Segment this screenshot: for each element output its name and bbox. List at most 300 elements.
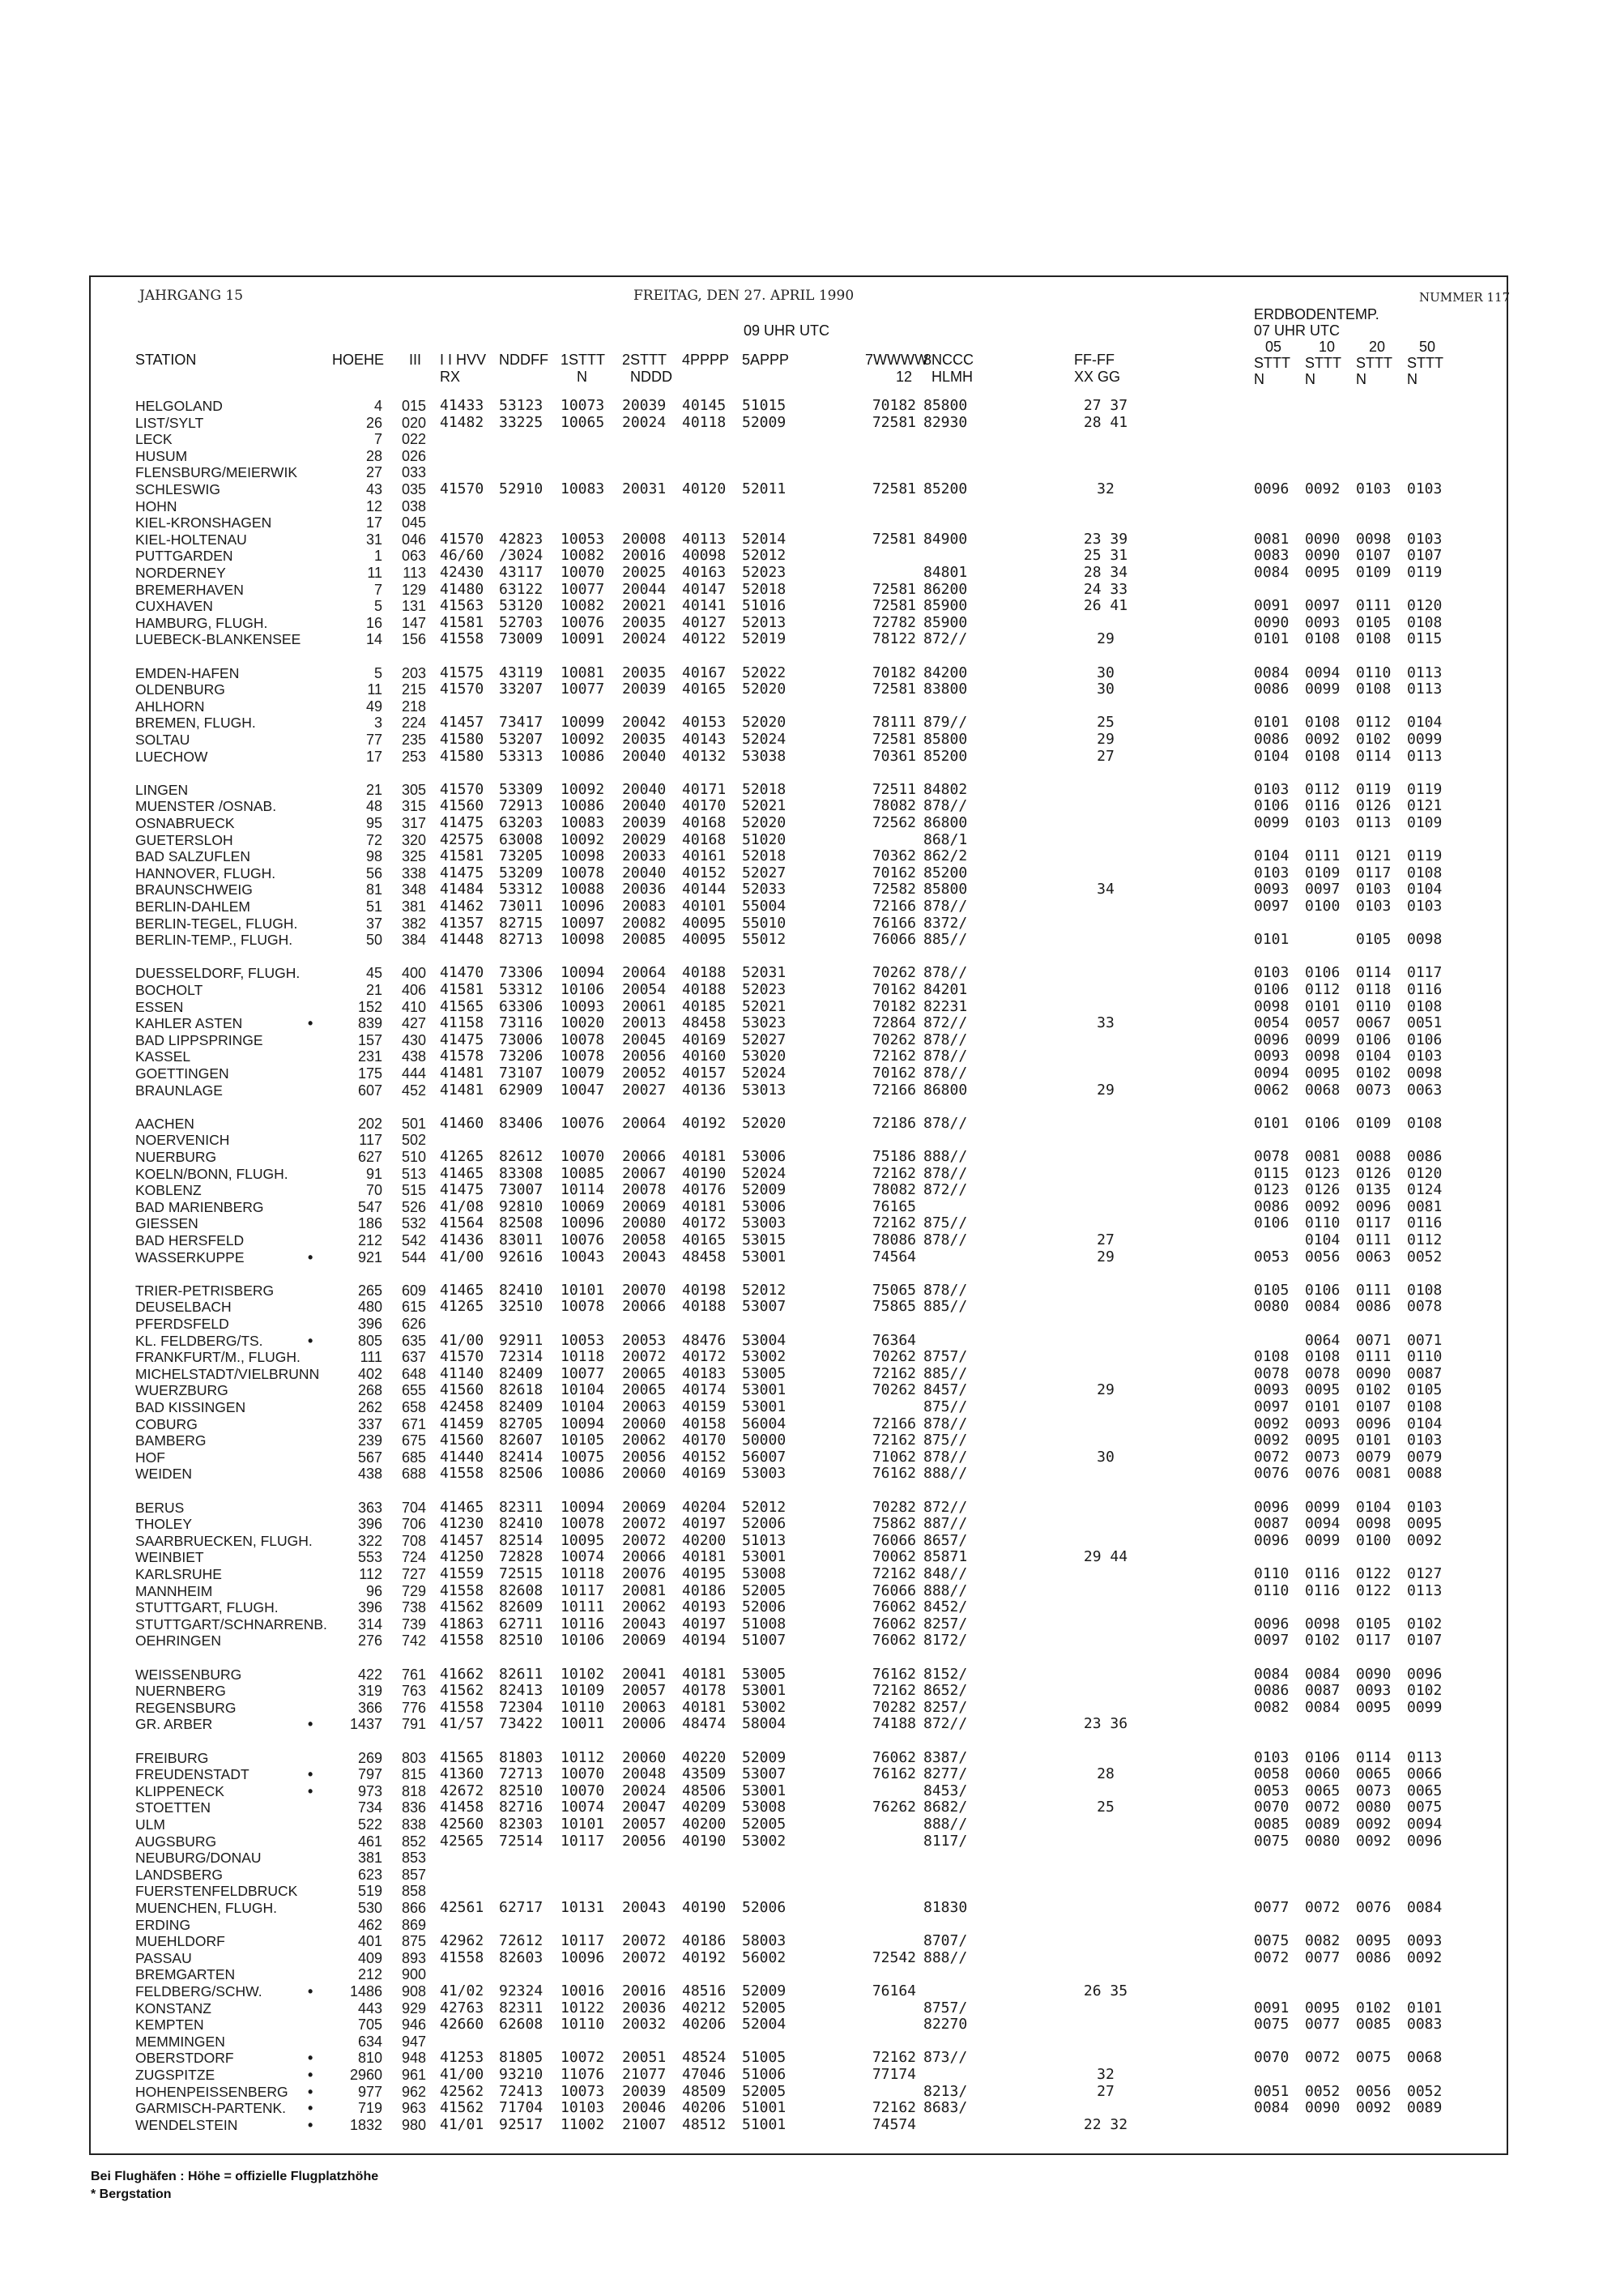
soil-temp-1: 0090 xyxy=(1305,547,1341,565)
group-3: 10099 xyxy=(561,714,605,732)
table-row xyxy=(0,1132,1620,1149)
cloud-group: 875// xyxy=(923,1432,968,1449)
station-name: KIEL-KRONSHAGEN xyxy=(135,514,272,531)
weather-group: 74188 xyxy=(872,1715,916,1733)
table-row xyxy=(0,531,1620,548)
cloud-group: 8457/ xyxy=(923,1381,968,1399)
group-1: 41465 xyxy=(440,1498,484,1516)
group-6: 58004 xyxy=(742,1715,787,1733)
group-2: 71704 xyxy=(499,2099,544,2117)
soil-temp-3: 0086 xyxy=(1407,1148,1443,1165)
group-1: 41/08 xyxy=(440,1197,484,1215)
soil-temp-3: 0120 xyxy=(1407,597,1443,615)
station-name: GOETTINGEN xyxy=(135,1065,229,1082)
group-6: 51005 xyxy=(742,2049,787,2067)
station-height: 462 xyxy=(357,1916,382,1933)
group-1: 41465 xyxy=(440,1281,484,1299)
soil-temp-3: 0098 xyxy=(1407,1065,1443,1082)
soil-temp-2: 0110 xyxy=(1356,664,1392,681)
group-3: 10081 xyxy=(561,664,605,681)
station-height: 212 xyxy=(357,1232,382,1248)
station-id: 615 xyxy=(401,1299,426,1316)
weather-group: 70262 xyxy=(872,964,916,982)
group-3: 10088 xyxy=(561,881,605,898)
group-1: 41230 xyxy=(440,1515,484,1533)
station-name: EMDEN-HAFEN xyxy=(135,664,240,681)
station-id: 020 xyxy=(401,414,426,431)
station-id: 315 xyxy=(401,798,426,815)
group-6: 53002 xyxy=(742,1832,787,1850)
table-row xyxy=(0,865,1620,882)
group-3: 10053 xyxy=(561,1331,605,1349)
soil-temp-0: 0086 xyxy=(1254,1682,1290,1700)
station-height: 1832 xyxy=(349,2116,382,2133)
station-height: 51 xyxy=(365,898,382,915)
station-height: 265 xyxy=(357,1282,382,1299)
group-3: 10043 xyxy=(561,1248,605,1265)
group-5: 40170 xyxy=(682,797,727,815)
weather-group: 72581 xyxy=(872,731,916,748)
wind-gusts: 26 35 xyxy=(1083,1982,1128,1999)
station-height: 438 xyxy=(357,1466,382,1483)
group-3: 10118 xyxy=(561,1565,605,1582)
group-4: 20069 xyxy=(622,1498,667,1516)
station-id: 858 xyxy=(401,1883,426,1900)
soil-temp-0: 0101 xyxy=(1254,1114,1290,1132)
group-4: 20039 xyxy=(622,814,667,831)
soil-temp-2: 0098 xyxy=(1356,1515,1392,1533)
soil-temp-1: 0084 xyxy=(1305,1298,1341,1316)
group-3: 10078 xyxy=(561,1298,605,1316)
group-5: 40188 xyxy=(682,964,727,982)
wind-gusts: 28 34 xyxy=(1083,564,1128,581)
group-6: 52013 xyxy=(742,613,787,631)
station-height: 519 xyxy=(357,1883,382,1900)
table-row xyxy=(0,898,1620,915)
soil-temp-1: 0103 xyxy=(1305,814,1341,831)
weather-group: 72166 xyxy=(872,1081,916,1099)
group-5: 40169 xyxy=(682,1465,727,1483)
group-4: 20064 xyxy=(622,1114,667,1132)
station-name: KIEL-HOLTENAU xyxy=(135,531,247,548)
table-row xyxy=(0,1850,1620,1867)
table-row xyxy=(0,2000,1620,2017)
weather-group: 75186 xyxy=(872,1148,916,1165)
group-5: 40194 xyxy=(682,1632,727,1649)
station-name: KL. FELDBERG/TS. xyxy=(135,1332,263,1349)
station-name: LECK xyxy=(135,431,173,448)
group-2: 43117 xyxy=(499,564,544,581)
soil-temp-1: 0112 xyxy=(1305,780,1341,798)
weather-group: 76062 xyxy=(872,1615,916,1632)
group-1: 41560 xyxy=(440,797,484,815)
table-row xyxy=(0,1333,1620,1350)
soil-temp-1: 0094 xyxy=(1305,664,1341,681)
station-id: 427 xyxy=(401,1015,426,1032)
soil-temp-3: 0108 xyxy=(1407,1398,1443,1415)
soil-temp-2: 0079 xyxy=(1356,1448,1392,1466)
soil-temp-0: 0072 xyxy=(1254,1948,1290,1966)
group-4: 20042 xyxy=(622,714,667,732)
group-4: 20081 xyxy=(622,1581,667,1599)
station-id: 637 xyxy=(401,1349,426,1366)
cloud-group: 8657/ xyxy=(923,1531,968,1549)
group-5: 40122 xyxy=(682,630,727,648)
group-1: 41458 xyxy=(440,1799,484,1816)
station-height: 607 xyxy=(357,1082,382,1099)
soil-temp-2: 0121 xyxy=(1356,847,1392,865)
group-5: 40181 xyxy=(682,1665,727,1683)
group-6: 53008 xyxy=(742,1799,787,1816)
group-1: 41565 xyxy=(440,997,484,1015)
group-4: 20021 xyxy=(622,597,667,615)
group-5: 40174 xyxy=(682,1381,727,1399)
table-row xyxy=(0,698,1620,715)
group-1: 41562 xyxy=(440,1682,484,1700)
volume-label: JAHRGANG 15 xyxy=(139,288,244,304)
weather-group: 70262 xyxy=(872,1381,916,1399)
soil-temp-1: 0092 xyxy=(1305,1197,1341,1215)
group-6: 55012 xyxy=(742,931,787,949)
group-4: 20035 xyxy=(622,664,667,681)
group-4: 20066 xyxy=(622,1298,667,1316)
group-3: 10122 xyxy=(561,1999,605,2016)
table-row xyxy=(0,915,1620,932)
cloud-group: 84802 xyxy=(923,780,968,798)
group-2: 32510 xyxy=(499,1298,544,1316)
soil-temp-1: 0109 xyxy=(1305,864,1341,881)
soil-temp-2: 0092 xyxy=(1356,1832,1392,1850)
col-g1a: I I HVV xyxy=(440,352,487,368)
table-row xyxy=(0,1833,1620,1850)
station-name: MUEHLDORF xyxy=(135,1933,225,1950)
group-3: 10092 xyxy=(561,731,605,748)
weather-group: 78086 xyxy=(872,1231,916,1248)
col-w7a: 7WWWW xyxy=(865,352,928,368)
weather-group: 76165 xyxy=(872,1197,916,1215)
station-height: 7 xyxy=(373,581,382,598)
soil-temp-3: 0102 xyxy=(1407,1615,1443,1632)
wind-gusts: 27 37 xyxy=(1083,397,1128,414)
wind-gusts: 25 xyxy=(1097,1799,1115,1816)
weather-group: 72581 xyxy=(872,597,916,615)
col-w8a: 8NCCC xyxy=(923,352,974,368)
weather-group: 70182 xyxy=(872,997,916,1015)
group-1: 41/57 xyxy=(440,1715,484,1733)
group-5: 48509 xyxy=(682,2082,727,2100)
soil-temp-2: 0088 xyxy=(1356,1148,1392,1165)
cloud-group: 888// xyxy=(923,1948,968,1966)
group-1: 41578 xyxy=(440,1048,484,1065)
soil-temp-2: 0117 xyxy=(1356,1214,1392,1232)
station-name: BOCHOLT xyxy=(135,982,203,998)
group-1: 41440 xyxy=(440,1448,484,1466)
station-id: 542 xyxy=(401,1232,426,1248)
station-id: 348 xyxy=(401,881,426,898)
group-5: 40190 xyxy=(682,1832,727,1850)
station-height: 72 xyxy=(365,831,382,848)
depth-50: 50 xyxy=(1419,339,1436,355)
soil-temp-0: 0058 xyxy=(1254,1765,1290,1783)
station-height: 396 xyxy=(357,1599,382,1616)
mountain-marker: • xyxy=(308,2067,313,2083)
weather-group: 76164 xyxy=(872,1982,916,1999)
group-3: 10091 xyxy=(561,630,605,648)
group-2: 62711 xyxy=(499,1615,544,1632)
group-6: 51001 xyxy=(742,2099,787,2117)
soil-temp-0: 0091 xyxy=(1254,597,1290,615)
soil-temp-3: 0071 xyxy=(1407,1331,1443,1349)
group-3: 10096 xyxy=(561,898,605,915)
table-row xyxy=(0,1867,1620,1884)
station-name: HUSUM xyxy=(135,447,188,464)
table-row xyxy=(0,1316,1620,1333)
wind-gusts: 27 xyxy=(1097,2082,1115,2100)
group-2: 92616 xyxy=(499,1248,544,1265)
soil-temp-0: 0084 xyxy=(1254,564,1290,581)
group-5: 40143 xyxy=(682,731,727,748)
issue-number: NUMMER 117 xyxy=(1419,290,1511,305)
table-row xyxy=(0,1966,1620,1983)
cloud-group: 85800 xyxy=(923,881,968,898)
weather-group: 72864 xyxy=(872,1014,916,1032)
wind-gusts: 28 xyxy=(1097,1765,1115,1783)
table-row xyxy=(0,2067,1620,2084)
station-name: KASSEL xyxy=(135,1048,191,1065)
group-3: 10070 xyxy=(561,1148,605,1165)
station-height: 111 xyxy=(360,1349,382,1366)
table-row xyxy=(0,848,1620,865)
soil-temp-3: 0065 xyxy=(1407,1782,1443,1799)
group-3: 10083 xyxy=(561,480,605,497)
station-id: 838 xyxy=(401,1816,426,1833)
group-1: 41580 xyxy=(440,747,484,765)
weather-group: 70162 xyxy=(872,1065,916,1082)
weather-group: 78082 xyxy=(872,1181,916,1199)
group-4: 20045 xyxy=(622,1031,667,1048)
group-3: 10016 xyxy=(561,1982,605,1999)
table-row xyxy=(0,415,1620,432)
soil-temp-3: 0068 xyxy=(1407,2049,1443,2067)
soil-temp-0: 0082 xyxy=(1254,1698,1290,1716)
cloud-group: 885// xyxy=(923,1364,968,1382)
weather-group: 72581 xyxy=(872,413,916,431)
weather-group: 70282 xyxy=(872,1498,916,1516)
soil-temp-2: 0073 xyxy=(1356,1081,1392,1099)
group-5: 40181 xyxy=(682,1548,727,1566)
group-3: 10069 xyxy=(561,1197,605,1215)
weather-group: 72162 xyxy=(872,2049,916,2067)
group-4: 20062 xyxy=(622,1598,667,1616)
date-label: FREITAG, DEN 27. APRIL 1990 xyxy=(633,288,855,304)
group-5: 40158 xyxy=(682,1415,727,1432)
group-6: 53001 xyxy=(742,1398,787,1415)
soil-temp-1: 0089 xyxy=(1305,1816,1341,1833)
soil-temp-time: 07 UHR UTC xyxy=(1254,322,1341,339)
group-2: 73306 xyxy=(499,964,544,982)
station-height: 319 xyxy=(357,1683,382,1700)
station-id: 635 xyxy=(401,1332,426,1349)
soil-temp-2: 0103 xyxy=(1356,480,1392,497)
group-6: 53001 xyxy=(742,1381,787,1399)
station-name: FELDBERG/SCHW. xyxy=(135,1983,262,1999)
group-6: 53002 xyxy=(742,1348,787,1366)
soil-temp-0: 0106 xyxy=(1254,981,1290,998)
table-row xyxy=(0,1199,1620,1216)
group-1: 41562 xyxy=(440,2099,484,2117)
group-5: 40181 xyxy=(682,1148,727,1165)
station-height: 21 xyxy=(365,982,382,998)
group-6: 51013 xyxy=(742,1531,787,1549)
group-3: 10065 xyxy=(561,413,605,431)
station-name: GARMISCH-PARTENK. xyxy=(135,2100,287,2117)
group-6: 56007 xyxy=(742,1448,787,1466)
soil-temp-3: 0052 xyxy=(1407,2082,1443,2100)
soil-temp-3: 0113 xyxy=(1407,1581,1443,1599)
group-3: 10109 xyxy=(561,1682,605,1700)
station-name: BAD LIPPSPRINGE xyxy=(135,1031,263,1048)
cloud-group: 8757/ xyxy=(923,1999,968,2016)
station-name: SAARBRUECKEN, FLUGH. xyxy=(135,1532,313,1549)
group-4: 20024 xyxy=(622,413,667,431)
cloud-group: 85900 xyxy=(923,613,968,631)
table-row xyxy=(0,732,1620,749)
soil-temp-3: 0092 xyxy=(1407,1948,1443,1966)
station-name: SCHLESWIG xyxy=(135,481,221,497)
cloud-group: 872// xyxy=(923,630,968,648)
wind-gusts: 25 31 xyxy=(1083,547,1128,565)
station-name: BREMGARTEN xyxy=(135,1966,236,1983)
station-id: 501 xyxy=(401,1115,426,1132)
station-name: ESSEN xyxy=(135,998,184,1015)
table-row xyxy=(0,615,1620,632)
soil-temp-0: 0078 xyxy=(1254,1148,1290,1165)
weather-group: 74574 xyxy=(872,2115,916,2133)
soil-temp-3: 0124 xyxy=(1407,1181,1443,1199)
station-height: 70 xyxy=(365,1182,382,1199)
soil-temp-0: 0101 xyxy=(1254,714,1290,732)
weather-group: 72186 xyxy=(872,1114,916,1132)
station-id: 215 xyxy=(401,681,426,698)
soil-temp-1: 0082 xyxy=(1305,1932,1341,1950)
group-2: 82705 xyxy=(499,1415,544,1432)
group-2: 73009 xyxy=(499,630,544,648)
soil-temp-3: 0103 xyxy=(1407,530,1443,548)
station-id: 444 xyxy=(401,1065,426,1082)
soil-temp-0: 0101 xyxy=(1254,931,1290,949)
table-row xyxy=(0,481,1620,498)
group-4: 20083 xyxy=(622,898,667,915)
group-6: 52023 xyxy=(742,981,787,998)
station-id: 544 xyxy=(401,1248,426,1265)
table-row xyxy=(0,1950,1620,1967)
group-6: 52018 xyxy=(742,847,787,865)
soil-temp-2: 0085 xyxy=(1356,2016,1392,2034)
group-2: 81803 xyxy=(499,1748,544,1766)
group-4: 20040 xyxy=(622,864,667,881)
station-id: 015 xyxy=(401,398,426,414)
soil-temp-0: 0096 xyxy=(1254,1531,1290,1549)
group-6: 52011 xyxy=(742,480,787,497)
weather-group: 72542 xyxy=(872,1948,916,1966)
wind-gusts: 29 xyxy=(1097,1081,1115,1099)
table-row xyxy=(0,448,1620,465)
station-id: 763 xyxy=(401,1683,426,1700)
group-3: 10097 xyxy=(561,914,605,932)
station-name: CUXHAVEN xyxy=(135,598,213,615)
weather-group: 75862 xyxy=(872,1515,916,1533)
group-2: 83011 xyxy=(499,1231,544,1248)
cloud-group: 888// xyxy=(923,1148,968,1165)
group-1: 41481 xyxy=(440,1081,484,1099)
col-g1b: RX xyxy=(440,369,461,385)
soil-temp-0: 0077 xyxy=(1254,1899,1290,1916)
group-1: 41581 xyxy=(440,981,484,998)
soil-temp-3: 0119 xyxy=(1407,564,1443,581)
group-6: 52031 xyxy=(742,964,787,982)
group-1: 42561 xyxy=(440,1899,484,1916)
soil-temp-2: 0080 xyxy=(1356,1799,1392,1816)
soil-temp-2: 0104 xyxy=(1356,1498,1392,1516)
station-height: 977 xyxy=(357,2083,382,2100)
table-row xyxy=(0,1667,1620,1684)
station-name: STUTTGART/SCHNARRENB. xyxy=(135,1615,327,1632)
soil-temp-0: 0096 xyxy=(1254,1031,1290,1048)
station-id: 113 xyxy=(403,565,426,581)
station-height: 522 xyxy=(357,1816,382,1833)
table-row xyxy=(0,1299,1620,1316)
soil-temp-0: 0106 xyxy=(1254,797,1290,815)
soil-temp-0: 0087 xyxy=(1254,1515,1290,1533)
group-3: 10094 xyxy=(561,1498,605,1516)
group-6: 53001 xyxy=(742,1782,787,1799)
group-4: 20066 xyxy=(622,1148,667,1165)
group-6: 53023 xyxy=(742,1014,787,1032)
group-1: 41558 xyxy=(440,1465,484,1483)
group-1: 42560 xyxy=(440,1816,484,1833)
weather-group: 76062 xyxy=(872,1632,916,1649)
table-row xyxy=(0,1533,1620,1550)
group-6: 52006 xyxy=(742,1515,787,1533)
soil-temp-3: 0108 xyxy=(1407,1281,1443,1299)
group-5: 40198 xyxy=(682,1281,727,1299)
table-row xyxy=(0,1683,1620,1700)
station-height: 56 xyxy=(365,864,382,881)
group-3: 10131 xyxy=(561,1899,605,1916)
group-3: 10077 xyxy=(561,1364,605,1382)
soil-temp-1: 0056 xyxy=(1305,1248,1341,1265)
weather-group: 76062 xyxy=(872,1748,916,1766)
station-height: 175 xyxy=(357,1065,382,1082)
wind-gusts: 29 xyxy=(1097,731,1115,748)
soil-temp-0: 0072 xyxy=(1254,1448,1290,1466)
station-name: WEIDEN xyxy=(135,1466,192,1483)
group-2: 73006 xyxy=(499,1031,544,1048)
soil-temp-2: 0105 xyxy=(1356,1615,1392,1632)
group-6: 50000 xyxy=(742,1432,787,1449)
station-id: 338 xyxy=(401,864,426,881)
group-2: 82409 xyxy=(499,1398,544,1415)
station-height: 810 xyxy=(357,2050,382,2067)
station-height: 422 xyxy=(357,1666,382,1683)
soil-temp-0: 0094 xyxy=(1254,1065,1290,1082)
weather-group: 70361 xyxy=(872,747,916,765)
table-row xyxy=(0,1549,1620,1566)
soil-temp-3: 0081 xyxy=(1407,1197,1443,1215)
group-4: 20072 xyxy=(622,1948,667,1966)
group-6: 53015 xyxy=(742,1231,787,1248)
station-height: 734 xyxy=(357,1799,382,1816)
